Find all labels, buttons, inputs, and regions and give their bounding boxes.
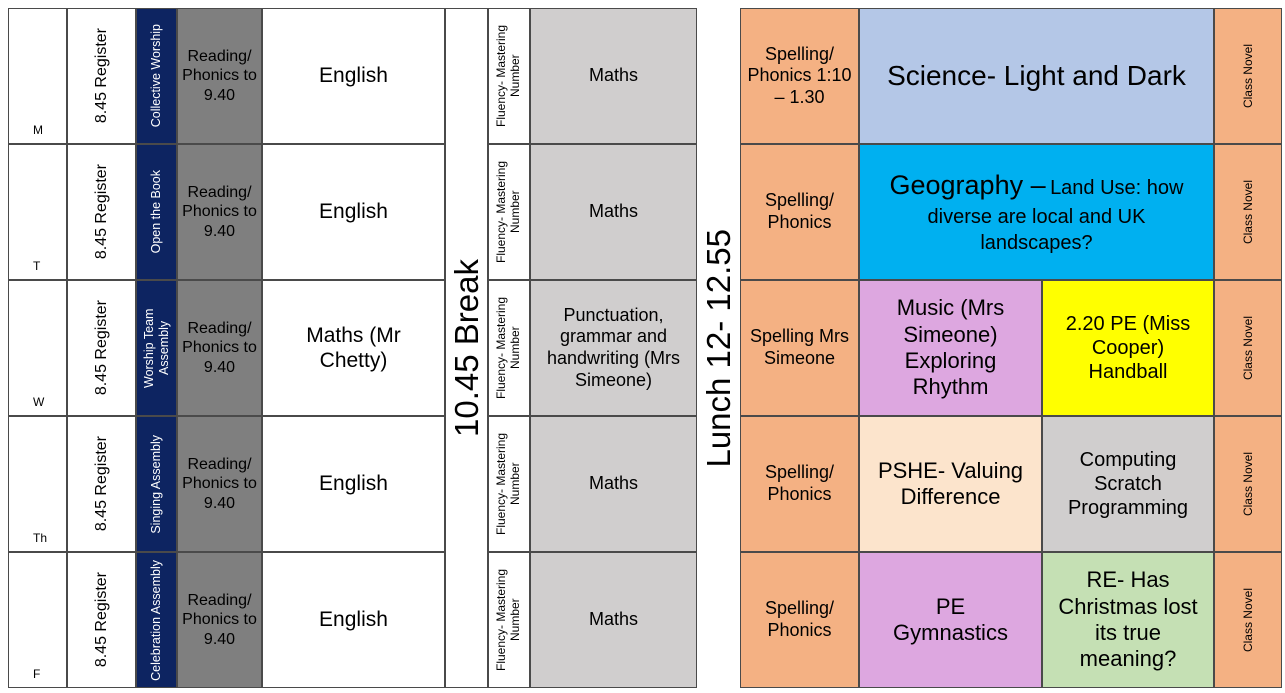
register-tue (67, 144, 136, 280)
second-lesson-mon (530, 8, 697, 144)
class-novel-tue (1214, 144, 1282, 280)
re-lesson-text: RE- Has Christmas lost its true meaning? (1058, 567, 1198, 672)
fluency-mon (488, 8, 530, 144)
register-fri-text: 8.45 Register (92, 572, 110, 668)
fluency-tue (488, 144, 530, 280)
computing-lesson-text: Computing Scratch Programming (1067, 449, 1189, 519)
register-thu-text: 8.45 Register (92, 436, 110, 532)
fluency-fri-text: Fluency- Mastering Number (494, 568, 522, 672)
pe-handball-lesson (1042, 280, 1214, 416)
day-fri (8, 552, 67, 688)
second-lesson-tue (530, 144, 697, 280)
day-thu (8, 416, 67, 552)
second-lesson-thu (530, 416, 697, 552)
geography-text (870, 168, 1203, 255)
morning-lesson-tue (262, 144, 445, 280)
second-lesson-fri-text: Maths (588, 609, 639, 630)
morning-lesson-fri-text: English (319, 608, 388, 632)
fluency-thu (488, 416, 530, 552)
reading-tue (177, 144, 262, 280)
spelling-tue (740, 144, 859, 280)
day-mon-text: M (33, 122, 43, 137)
register-thu (67, 416, 136, 552)
reading-fri-text: Reading/ Phonics to 9.40 (182, 592, 257, 648)
day-tue-text: T (33, 258, 41, 273)
break-label: 10.45 Break (447, 259, 485, 437)
assembly-thu (136, 416, 177, 552)
reading-thu-text: Reading/ Phonics to 9.40 (182, 456, 257, 512)
register-fri (67, 552, 136, 688)
assembly-tue-text: Open the Book (149, 170, 163, 254)
spelling-wed (740, 280, 859, 416)
fluency-fri (488, 552, 530, 688)
morning-lesson-thu (262, 416, 445, 552)
spelling-mon (740, 8, 859, 144)
class-novel-wed-text: Class Novel (1240, 315, 1255, 381)
geography-lesson (859, 144, 1214, 280)
class-novel-fri (1214, 552, 1282, 688)
geography-heading: Geography – (889, 170, 1046, 201)
science-lesson (859, 8, 1214, 144)
morning-lesson-mon (262, 8, 445, 144)
day-tue (8, 144, 67, 280)
day-mon (8, 8, 67, 144)
second-lesson-thu-text: Maths (588, 473, 639, 494)
second-lesson-fri (530, 552, 697, 688)
assembly-fri-text: Celebration Assembly (149, 559, 163, 681)
second-lesson-wed-text: Punctuation, grammar and handwriting (Mrs Simeone) (546, 304, 681, 390)
register-wed (67, 280, 136, 416)
assembly-thu-text: Singing Assembly (149, 434, 163, 534)
reading-wed (177, 280, 262, 416)
music-lesson-text: Music (Mrs Simeone) Exploring Rhythm (896, 295, 1005, 400)
assembly-tue (136, 144, 177, 280)
pe-gymnastics-lesson (859, 552, 1042, 688)
spelling-fri (740, 552, 859, 688)
register-tue-text: 8.45 Register (92, 164, 110, 260)
assembly-fri (136, 552, 177, 688)
second-lesson-tue-text: Maths (588, 201, 639, 222)
register-mon (67, 8, 136, 144)
day-fri-text: F (33, 666, 41, 681)
break-cell (445, 8, 488, 688)
class-novel-mon (1214, 8, 1282, 144)
spelling-thu-text: Spelling/ Phonics (764, 462, 835, 504)
day-thu-text: Th (33, 530, 48, 545)
geography-detail: Land Use: how diverse are local and UK landscapes? (927, 177, 1184, 254)
class-novel-fri-text: Class Novel (1240, 587, 1255, 653)
science-lesson-text: Science- Light and Dark (887, 60, 1186, 92)
lunch-cell (697, 8, 740, 688)
morning-lesson-wed (262, 280, 445, 416)
second-lesson-wed (530, 280, 697, 416)
day-wed-text: W (33, 394, 45, 409)
music-lesson (859, 280, 1042, 416)
lunch-label: Lunch 12- 12.55 (699, 228, 737, 468)
spelling-tue-text: Spelling/ Phonics (764, 190, 835, 232)
re-lesson (1042, 552, 1214, 688)
spelling-mon-text: Spelling/ Phonics 1:10 – 1.30 (747, 43, 852, 107)
spelling-fri-text: Spelling/ Phonics (764, 598, 835, 640)
class-novel-thu-text: Class Novel (1240, 451, 1255, 517)
pe-gymnastics-lesson-text: PE Gymnastics (893, 593, 1008, 645)
fluency-wed-text: Fluency- Mastering Number (494, 296, 522, 400)
assembly-wed-text: Worship Team Assembly (141, 308, 171, 388)
computing-lesson (1042, 416, 1214, 552)
pshe-lesson-text: PSHE- Valuing Difference (877, 457, 1024, 509)
fluency-thu-text: Fluency- Mastering Number (494, 432, 522, 536)
fluency-wed (488, 280, 530, 416)
pshe-lesson (859, 416, 1042, 552)
class-novel-mon-text: Class Novel (1240, 43, 1255, 109)
assembly-wed (136, 280, 177, 416)
class-novel-thu (1214, 416, 1282, 552)
second-lesson-mon-text: Maths (588, 65, 639, 86)
morning-lesson-thu-text: English (319, 472, 388, 496)
reading-wed-text: Reading/ Phonics to 9.40 (182, 320, 257, 376)
reading-fri (177, 552, 262, 688)
pe-handball-lesson-text: 2.20 PE (Miss Cooper) Handball (1065, 313, 1191, 383)
reading-tue-text: Reading/ Phonics to 9.40 (182, 184, 257, 240)
class-novel-tue-text: Class Novel (1240, 179, 1255, 245)
reading-mon (177, 8, 262, 144)
fluency-mon-text: Fluency- Mastering Number (494, 24, 522, 128)
morning-lesson-wed-text: Maths (Mr Chetty) (306, 323, 401, 372)
reading-mon-text: Reading/ Phonics to 9.40 (182, 48, 257, 104)
register-mon-text: 8.45 Register (92, 28, 110, 124)
morning-lesson-fri (262, 552, 445, 688)
class-novel-wed (1214, 280, 1282, 416)
spelling-thu (740, 416, 859, 552)
register-wed-text: 8.45 Register (92, 300, 110, 396)
morning-lesson-mon-text: English (319, 64, 388, 88)
morning-lesson-tue-text: English (319, 200, 388, 224)
spelling-wed-text: Spelling Mrs Simeone (749, 326, 850, 368)
reading-thu (177, 416, 262, 552)
day-wed (8, 280, 67, 416)
assembly-mon-text: Collective Worship (149, 24, 163, 128)
fluency-tue-text: Fluency- Mastering Number (494, 160, 522, 264)
assembly-mon (136, 8, 177, 144)
